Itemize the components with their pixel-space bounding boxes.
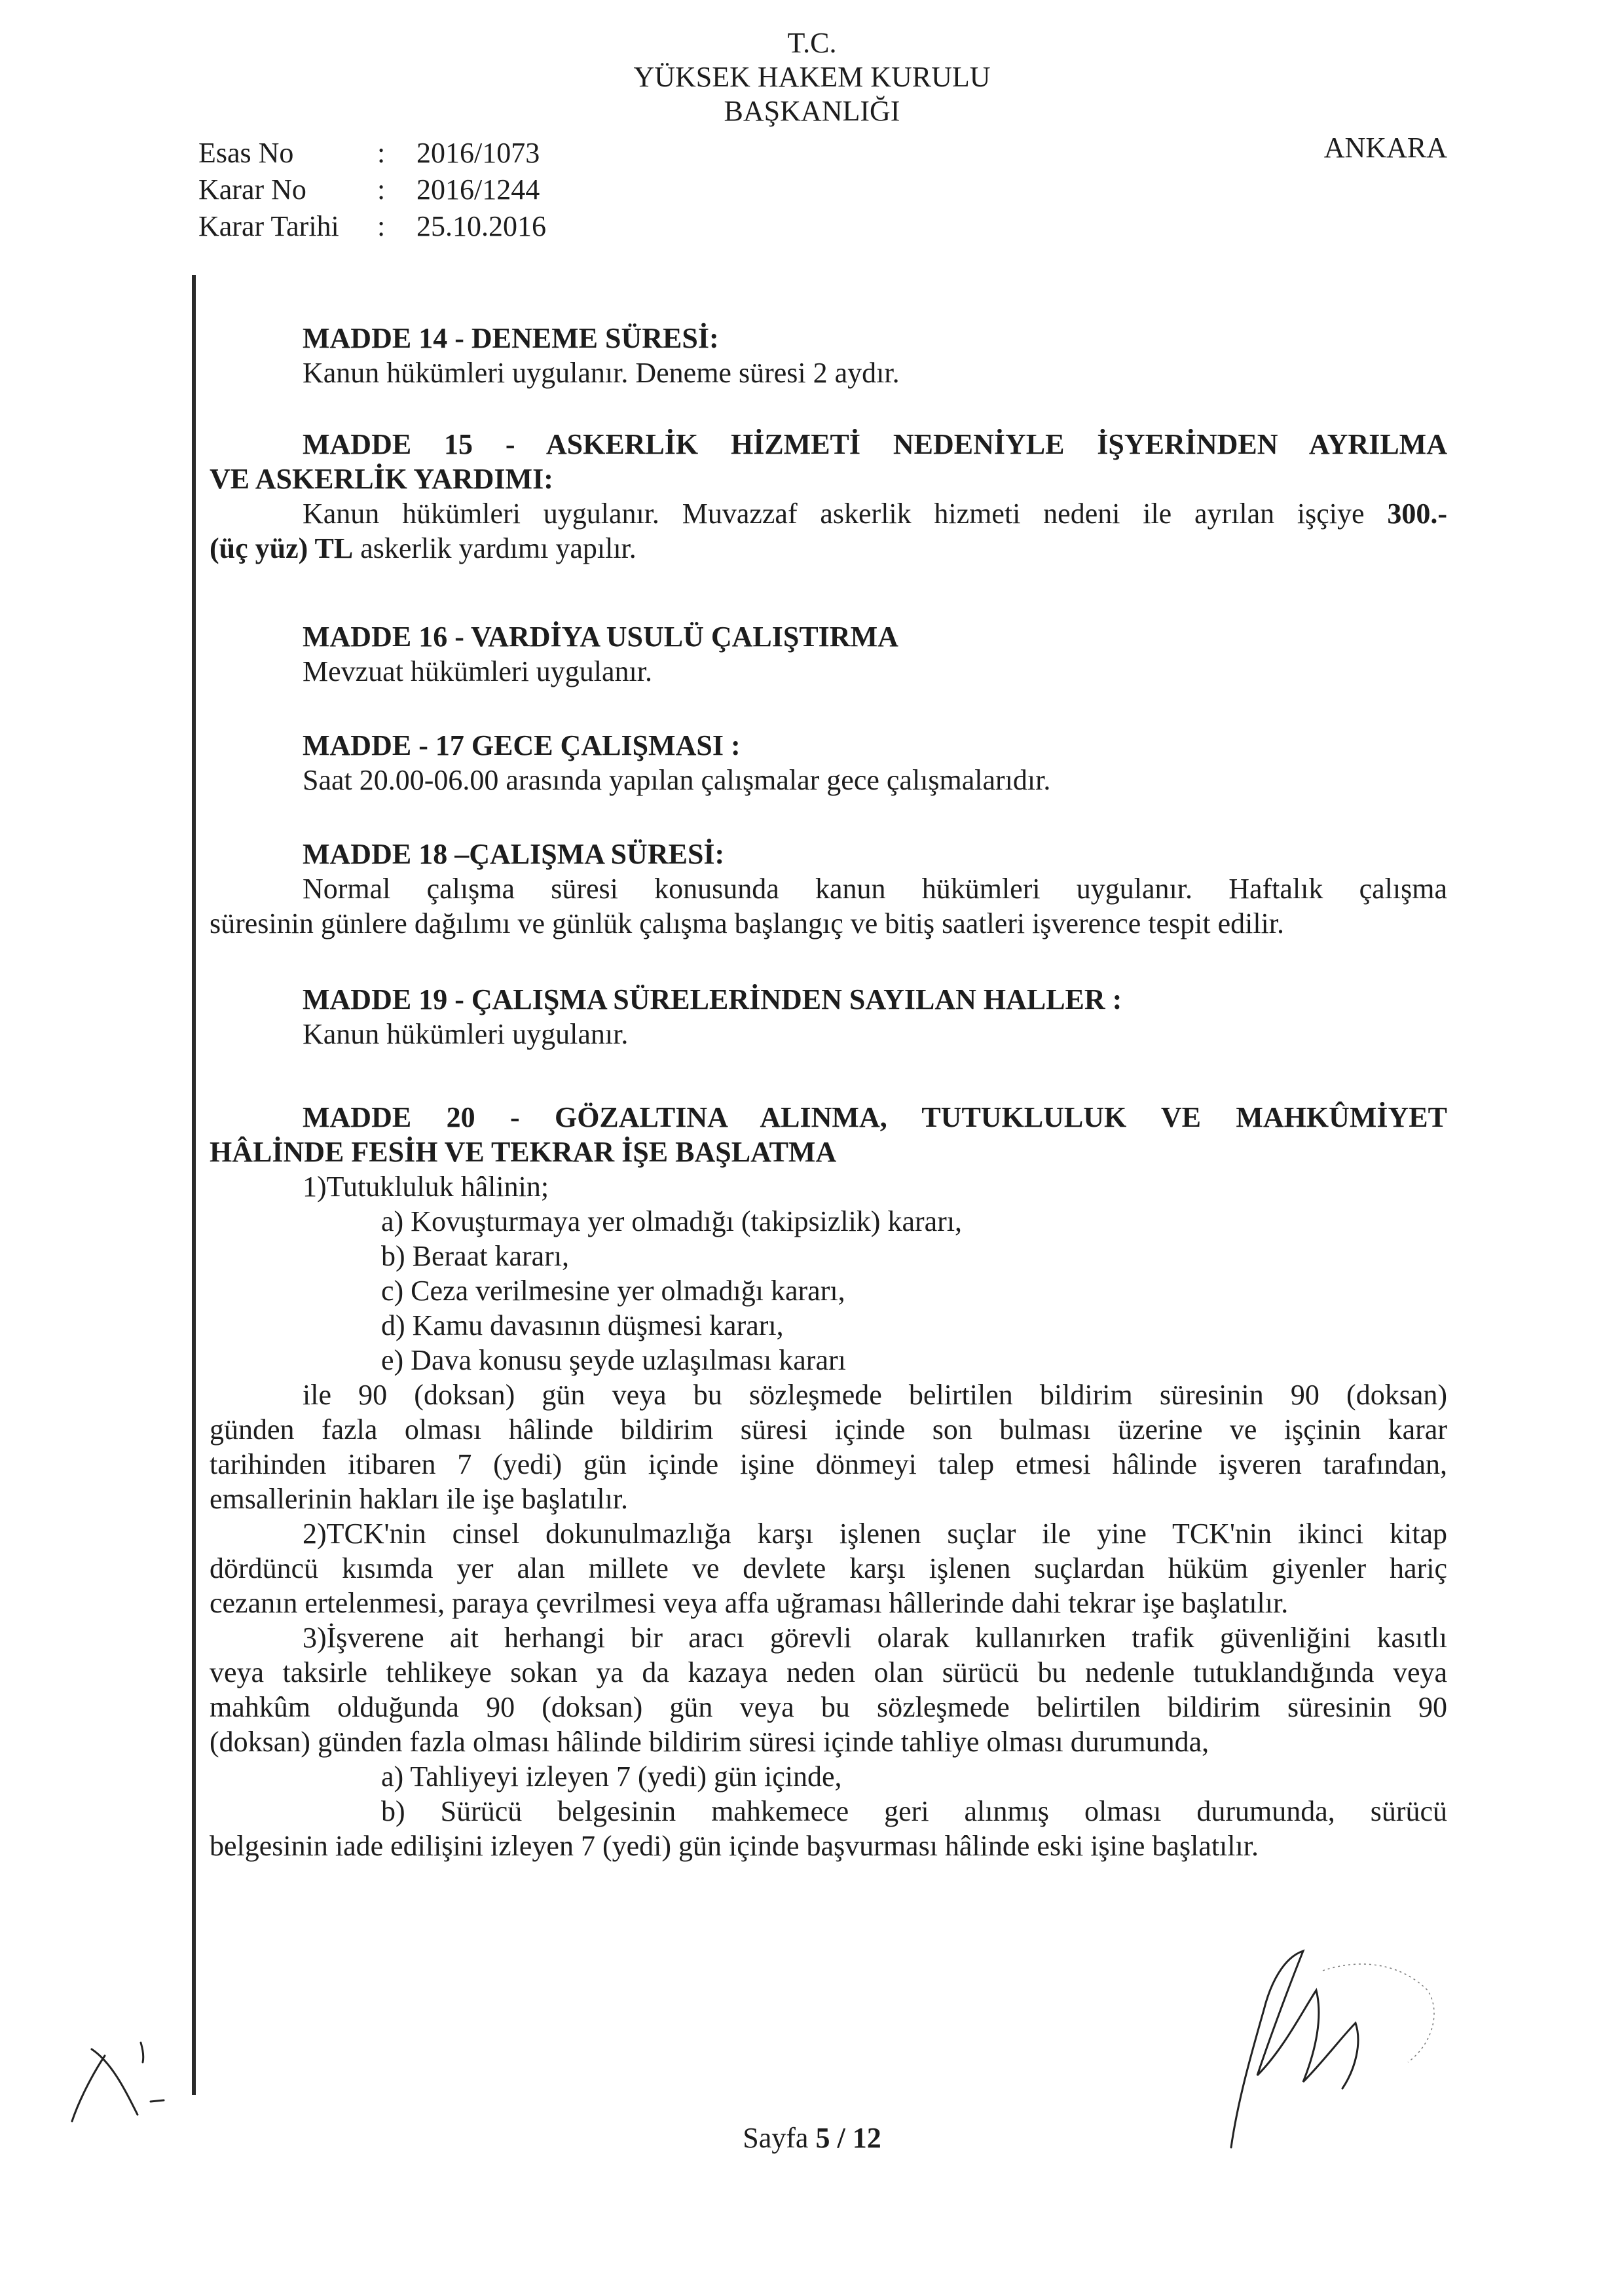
- list-item: c) Ceza verilmesine yer olmadığı kararı,: [381, 1275, 845, 1307]
- paragraph-2-line: 2)TCK'nin cinsel dokunulmazlığa karşı işlenen suçlar ile yine TCK'nin ikinci kitap: [303, 1518, 1447, 1550]
- header-institution: YÜKSEK HAKEM KURULU: [633, 61, 991, 93]
- meta-value: 25.10.2016: [416, 210, 546, 242]
- article-text-cont: süresinin günlere dağılımı ve günlük çalışma başlangıç ve bitiş saatleri işverence tespit edilir.: [210, 907, 1284, 939]
- meta-row-karar: Karar No : 2016/1244: [198, 172, 546, 208]
- list-item: a) Tahliyeyi izleyen 7 (yedi) gün içinde,: [381, 1760, 842, 1793]
- left-margin-bar: [192, 275, 196, 2095]
- paragraph-3-line: veya taksirle tehlikeye sokan ya da kazaya neden olan sürücü bu nedenle tutuklandığında veya: [210, 1656, 1447, 1688]
- paragraph-1-line: tarihinden itibaren 7 (yedi) gün içinde işine dönmeyi talep etmesi hâlinde işveren tarafından,: [210, 1448, 1447, 1480]
- article-text: Saat 20.00-06.00 arasında yapılan çalışmalar gece çalışmalarıdır.: [303, 764, 1051, 796]
- article-title: MADDE - 17 GECE ÇALIŞMASI :: [303, 729, 741, 761]
- article-text: Kanun hükümleri uygulanır. Muvazzaf askerlik hizmeti nedeni ile ayrılan işçiye 300.-: [303, 498, 1447, 530]
- paragraph-2-line: dördüncü kısımda yer alan millete ve devlete karşı işlenen suçlardan hüküm giyenler hariç: [210, 1552, 1447, 1584]
- page-footer: [0, 2121, 1624, 2155]
- article-title: MADDE 16 - VARDİYA USULÜ ÇALIŞTIRMA: [303, 621, 898, 653]
- paragraph-2-line: cezanın ertelenmesi, paraya çevrilmesi veya affa uğraması hâllerinde dahi tekrar işe başlatılır.: [210, 1587, 1289, 1619]
- article-14: [210, 321, 1447, 390]
- article-text: Kanun hükümleri uygulanır.: [303, 1018, 629, 1050]
- article-text: Normal çalışma süresi konusunda kanun hükümleri uygulanır. Haftalık çalışma: [303, 873, 1447, 905]
- meta-value: 2016/1073: [416, 137, 540, 169]
- header-presidency: BAŞKANLIĞI: [724, 95, 900, 127]
- list-item: b) Beraat kararı,: [381, 1240, 570, 1272]
- article-text: Kanun hükümleri uygulanır. Deneme süresi 2 aydır.: [303, 357, 900, 389]
- paragraph-1-intro: 1)Tutukluluk hâlinin;: [303, 1171, 549, 1203]
- page-total: 12: [852, 2122, 881, 2154]
- article-18: [210, 837, 1447, 941]
- article-title: MADDE 15 - ASKERLİK HİZMETİ NEDENİYLE İŞYERİNDEN AYRILMA: [303, 428, 1447, 460]
- article-title: MADDE 19 - ÇALIŞMA SÜRELERİNDEN SAYILAN HALLER :: [303, 983, 1122, 1015]
- article-17: [210, 728, 1447, 797]
- article-text: Mevzuat hükümleri uygulanır.: [303, 655, 652, 687]
- right-signature: [1192, 1931, 1467, 2154]
- page-label: Sayfa: [743, 2122, 809, 2154]
- article-title-cont: VE ASKERLİK YARDIMI:: [210, 463, 553, 495]
- list-item: b) Sürücü belgesinin mahkemece geri alınmış olması durumunda, sürücü: [381, 1795, 1447, 1827]
- article-text-cont: (üç yüz) TL askerlik yardımı yapılır.: [210, 532, 637, 564]
- article-title: MADDE 14 - DENEME SÜRESİ:: [303, 322, 719, 354]
- paragraph-1-line: günden fazla olması hâlinde bildirim süresi içinde son bulması üzerine ve işçinin karar: [210, 1413, 1447, 1446]
- paragraph-3-line: (doksan) günden fazla olması hâlinde bildirim süresi içinde tahliye olması durumunda,: [210, 1726, 1209, 1758]
- paragraph-3-line: mahkûm olduğunda 90 (doksan) gün veya bu sözleşmede belirtilen bildirim süresinin 90: [210, 1691, 1447, 1723]
- list-item: a) Kovuşturmaya yer olmadığı (takipsizlik) kararı,: [381, 1205, 963, 1237]
- header-tc: T.C.: [787, 27, 837, 59]
- article-title: MADDE 20 - GÖZALTINA ALINMA, TUTUKLULUK VE MAHKÛMİYET: [303, 1101, 1447, 1133]
- meta-row-esas: Esas No : 2016/1073: [198, 135, 546, 172]
- article-20: [210, 1100, 1447, 1863]
- page-separator: /: [837, 2122, 845, 2154]
- list-item-cont: belgesinin iade edilişini izleyen 7 (yedi) gün içinde başvurması hâlinde eski işine başlatılır.: [210, 1830, 1259, 1862]
- case-meta: [198, 135, 546, 245]
- meta-row-tarih: Karar Tarihi : 25.10.2016: [198, 208, 546, 245]
- article-16: [210, 619, 1447, 689]
- page-number: 5: [815, 2122, 830, 2154]
- left-signature: [52, 1990, 196, 2134]
- list-item: e) Dava konusu şeyde uzlaşılması kararı: [381, 1344, 846, 1376]
- article-15: [210, 427, 1447, 566]
- meta-key: Esas No: [198, 137, 294, 169]
- city-label: ANKARA: [1323, 132, 1447, 164]
- meta-value: 2016/1244: [416, 173, 540, 206]
- meta-key: Karar Tarihi: [198, 210, 339, 242]
- article-19: [210, 982, 1447, 1051]
- paragraph-3-line: 3)İşverene ait herhangi bir aracı görevli olarak kullanırken trafik güvenliğini kasıtlı: [303, 1622, 1447, 1654]
- meta-key: Karar No: [198, 173, 306, 206]
- list-item: d) Kamu davasının düşmesi kararı,: [381, 1309, 784, 1341]
- paragraph-1-line: ile 90 (doksan) gün veya bu sözleşmede belirtilen bildirim süresinin 90 (doksan): [303, 1379, 1447, 1411]
- article-title: MADDE 18 –ÇALIŞMA SÜRESİ:: [303, 838, 725, 870]
- paragraph-1-line: emsallerinin hakları ile işe başlatılır.: [210, 1483, 629, 1515]
- article-title-cont: HÂLİNDE FESİH VE TEKRAR İŞE BAŞLATMA: [210, 1136, 837, 1168]
